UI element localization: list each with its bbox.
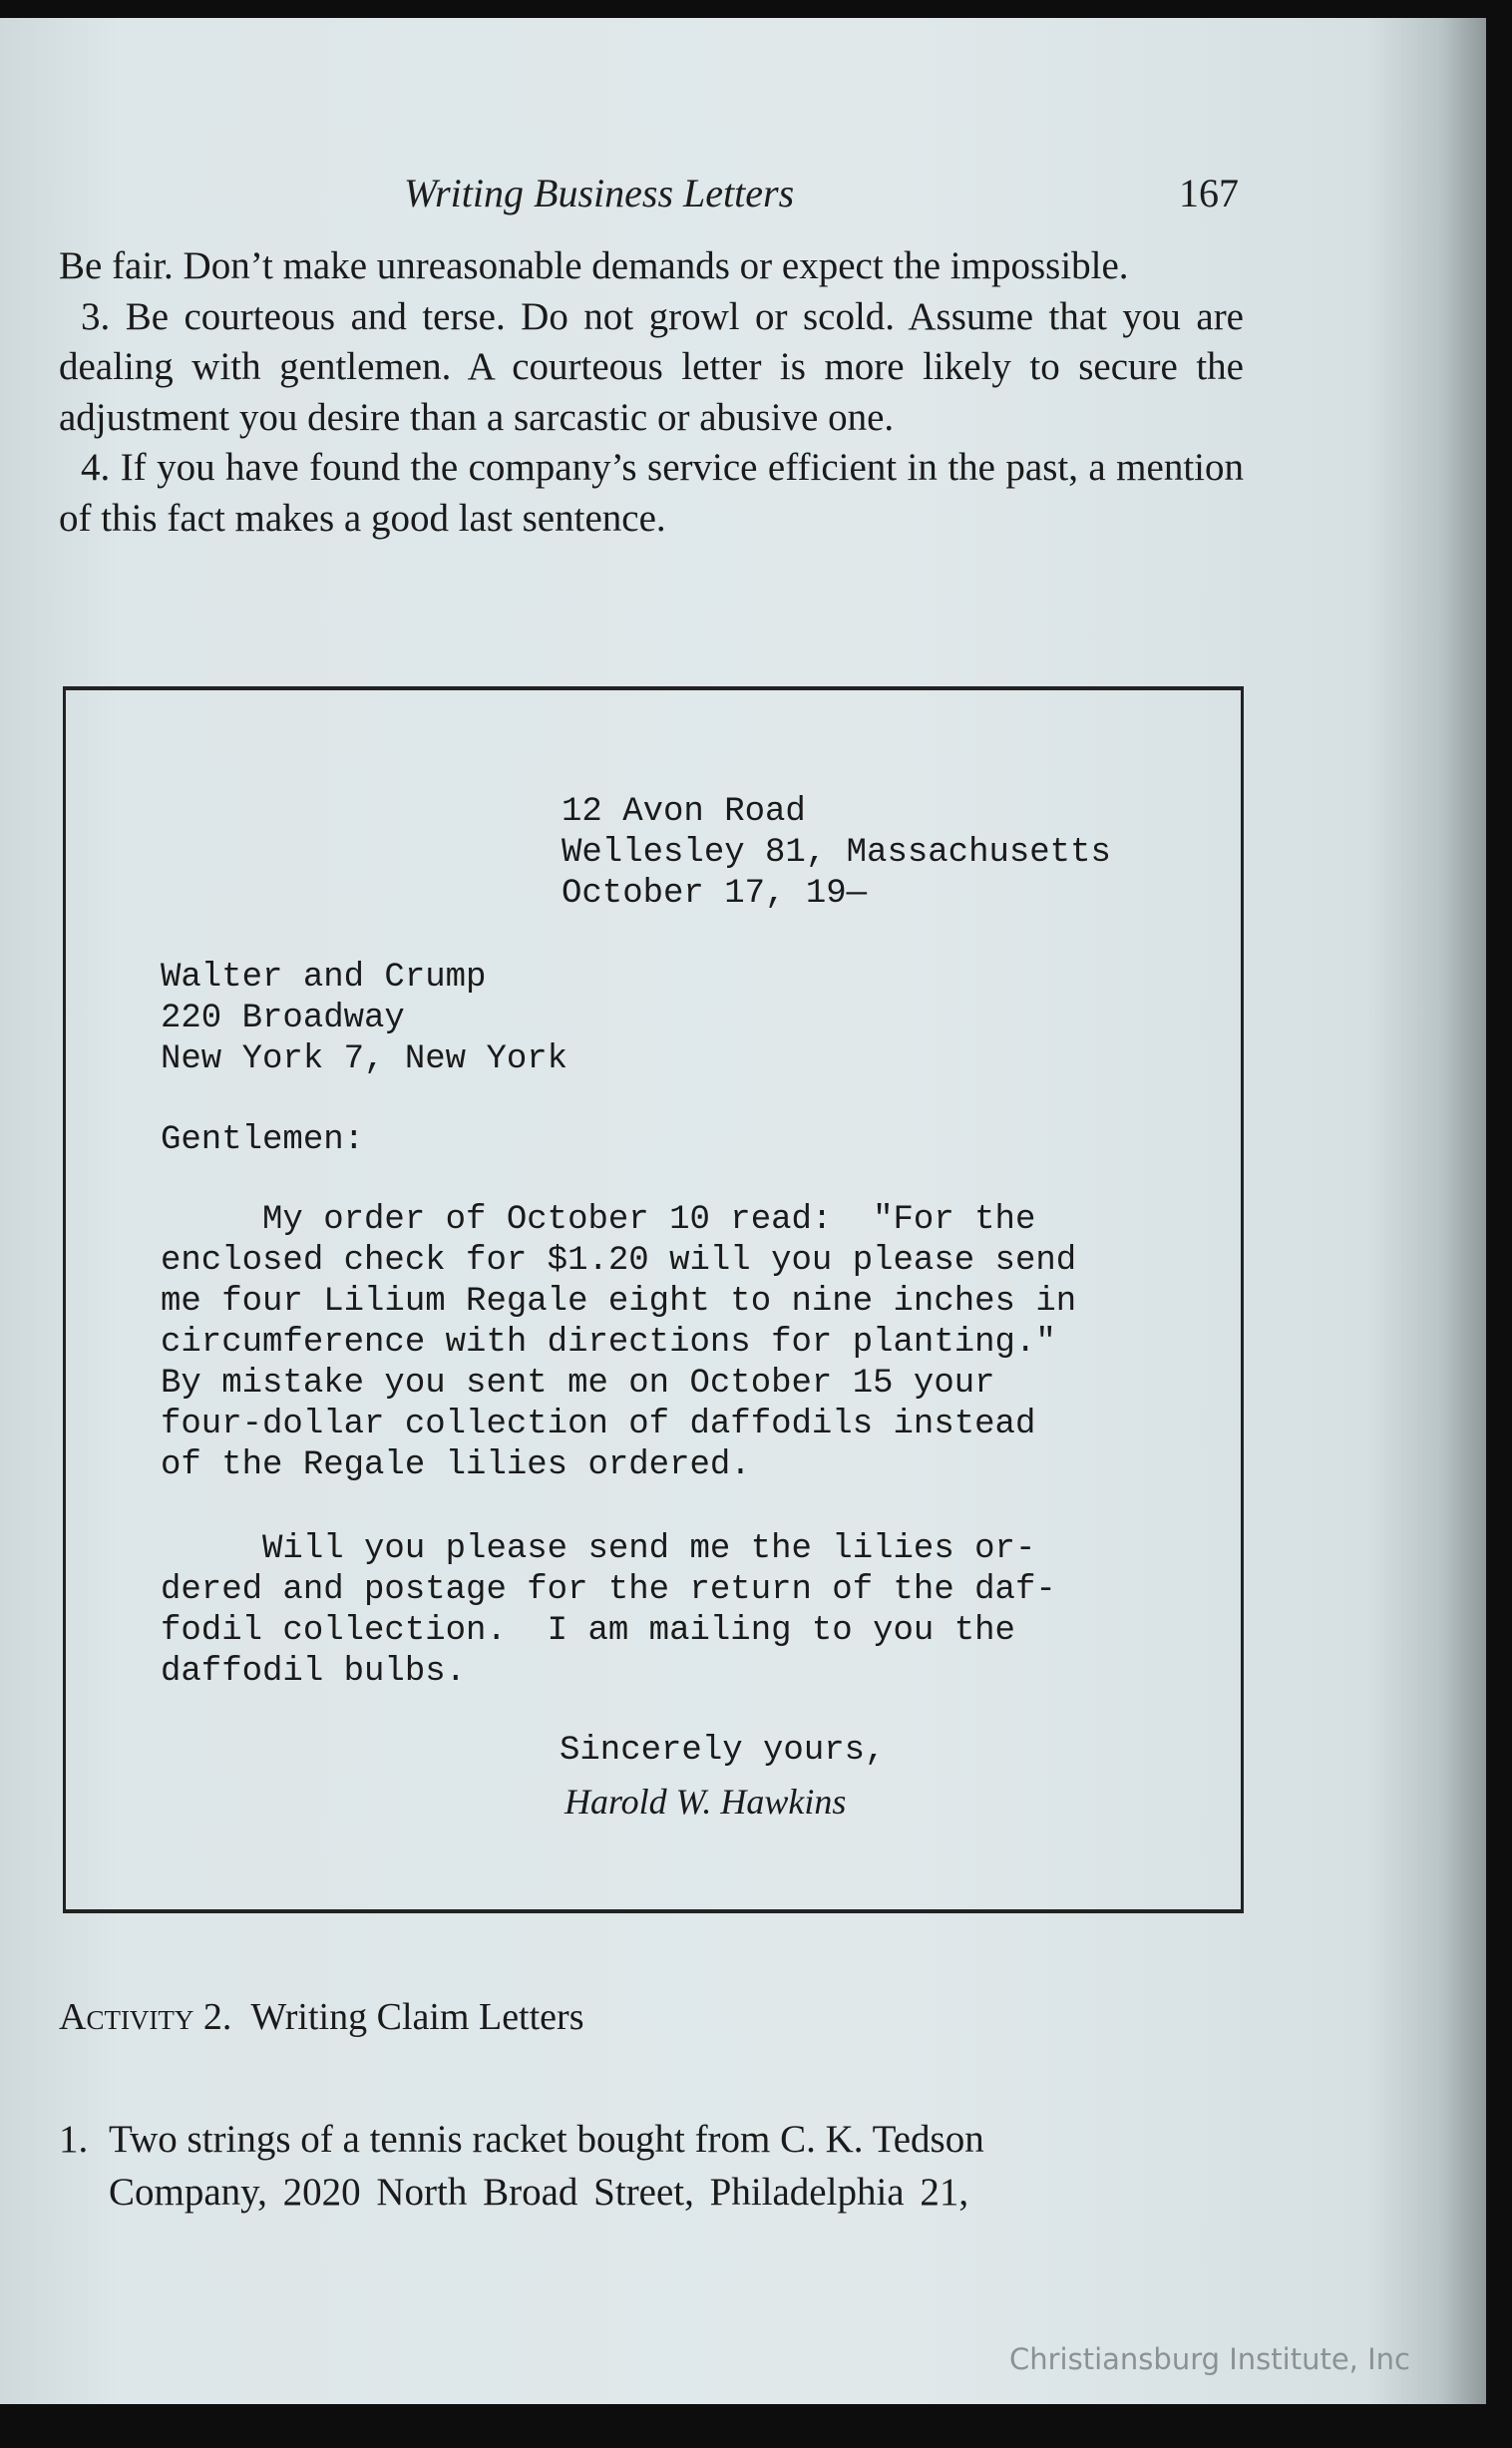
signature: Harold W. Hawkins [565,1782,847,1822]
letter-paragraph-2 [161,1529,1056,1693]
line: By mistake you sent me on October 15 your [161,1365,995,1403]
address-line: New York 7, New York [161,1040,568,1078]
activity-title: Writing Claim Letters [250,1996,584,2038]
line: fodil collection. I am mailing to you the [161,1612,1015,1650]
item-line: Two strings of a tennis racket bought from C. K. Tedson [109,2118,984,2161]
paragraph: 4. If you have found the company’s service efficient in the past, a mention of this fact makes a good last sentence. [59,446,1244,540]
line: My order of October 10 read: "For the [161,1201,1036,1239]
list-item [59,2113,1244,2219]
book-page [0,18,1486,2404]
watermark: Christiansburg Institute, Inc [1009,2342,1410,2376]
letter-paragraph-1 [161,1200,1076,1486]
date-line: October 17, 19— [562,875,868,913]
address-line: 12 Avon Road [562,793,806,831]
line: daffodil bulbs. [161,1653,467,1691]
activity-label: Activity 2. [59,1996,232,2038]
closing: Sincerely yours, [560,1732,886,1770]
line: me four Lilium Regale eight to nine inches in [161,1283,1077,1321]
paragraph: Be fair. Don’t make unreasonable demands or expect the impossible. [59,244,1129,287]
line: of the Regale lilies ordered. [161,1446,751,1484]
line: circumference with directions for planting." [161,1324,1056,1362]
salutation: Gentlemen: [161,1121,365,1159]
body-text [59,241,1244,544]
address-line: Wellesley 81, Massachusetts [562,834,1111,872]
address-line: 220 Broadway [161,1000,405,1037]
line: four-dollar collection of daffodils instead [161,1406,1036,1443]
sample-letter-box [63,686,1244,1913]
item-number: 1. [59,2118,89,2161]
item-line: Company, 2020 North Broad Street, Philadelphia 21, [109,2171,969,2214]
line: dered and postage for the return of the daf- [161,1571,1056,1609]
paragraph: 3. Be courteous and terse. Do not growl or scold. Assume that you are dealing with gentlemen. A courteous letter is more likely to secure the adjustment you desire than a sarcastic or abusive one. [59,294,1244,439]
return-address [562,792,1111,915]
activity-heading [59,1995,583,2039]
line: Will you please send me the lilies or- [161,1530,1036,1568]
line: enclosed check for $1.20 will you please send [161,1242,1077,1280]
running-title: Writing Business Letters [404,171,795,215]
page-number: 167 [1179,171,1239,215]
inside-address [161,958,567,1080]
address-line: Walter and Crump [161,959,487,997]
